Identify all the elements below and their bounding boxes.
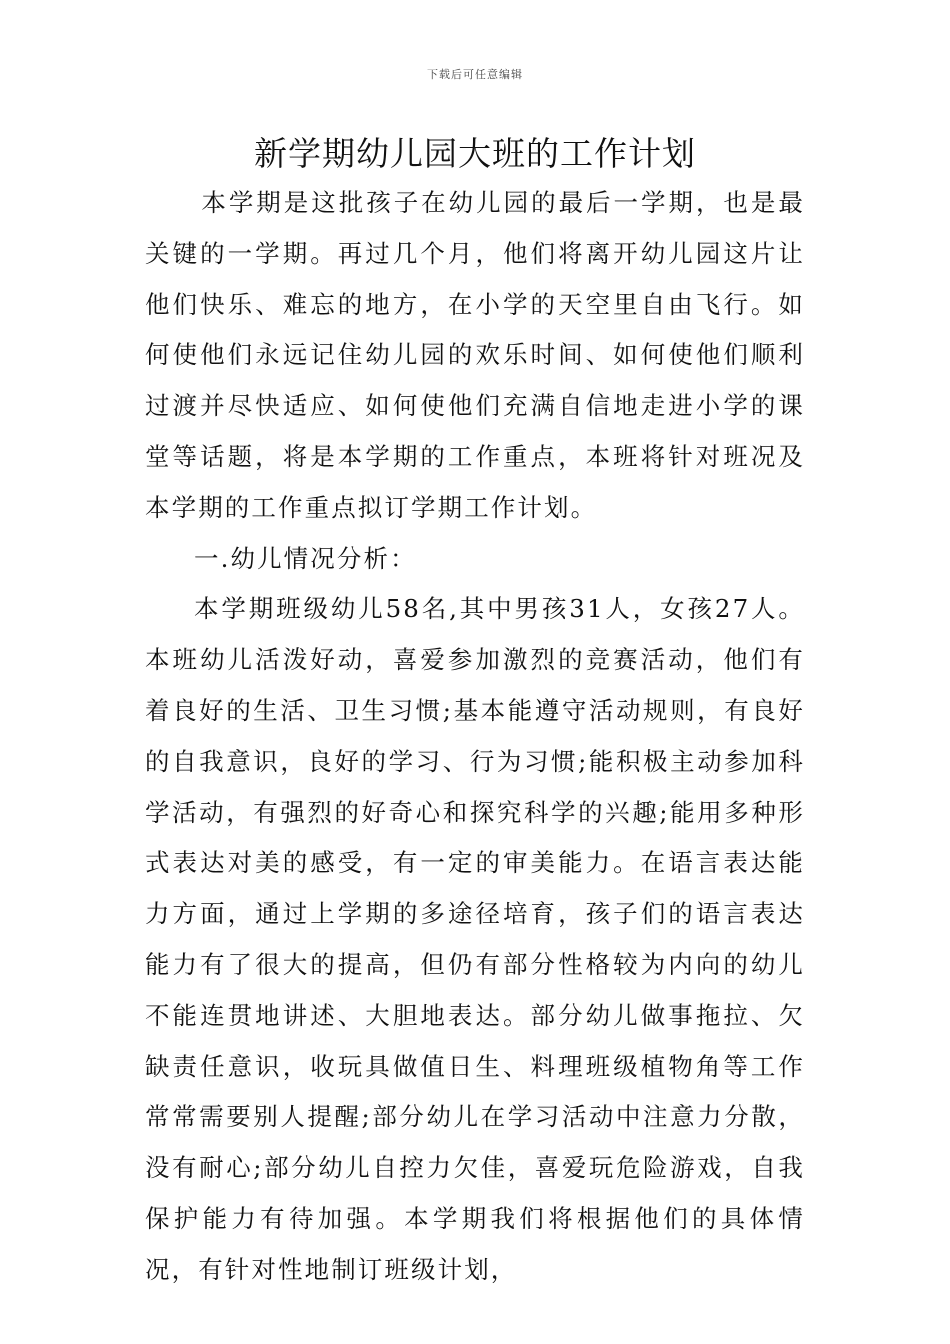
- document-body: [145, 178, 805, 1296]
- document-title: 新学期幼儿园大班的工作计划: [254, 134, 696, 173]
- paragraph-intro: 本学期是这批孩子在幼儿园的最后一学期，也是最关键的一学期。再过几个月，他们将离开幼儿园这片让他们快乐、难忘的地方，在小学的天空里自由飞行。如何使他们永远记住幼儿园的欢乐时间、如何使他们顺利过渡并尽快适应、如何使他们充满自信地走进小学的课堂等话题，将是本学期的工作重点，本班将针对班况及本学期的工作重点拟订学期工作计划。: [145, 188, 805, 522]
- section-heading-child-analysis: 一.幼儿情况分析：: [194, 543, 417, 573]
- header-note: 下载后可任意编辑: [427, 68, 523, 81]
- paragraph-child-analysis: 本学期班级幼儿58名,其中男孩31人，女孩27人。本班幼儿活泼好动，喜爱参加激烈的竞赛活动，他们有着良好的生活、卫生习惯;基本能遵守活动规则，有良好的自我意识，良好的学习、行为习惯;能积极主动参加科学活动，有强烈的好奇心和探究科学的兴趣;能用多种形式表达对美的感受，有一定的审美能力。在语言表达能力方面，通过上学期的多途径培育，孩子们的语言表达能力有了很大的提高，但仍有部分性格较为内向的幼儿不能连贯地讲述、大胆地表达。部分幼儿做事拖拉、欠缺责任意识，收玩具做值日生、料理班级植物角等工作常常需要别人提醒;部分幼儿在学习活动中注意力分散，没有耐心;部分幼儿自控力欠佳，喜爱玩危险游戏，自我保护能力有待加强。本学期我们将根据他们的具体情况，有针对性地制订班级计划，: [145, 594, 805, 1284]
